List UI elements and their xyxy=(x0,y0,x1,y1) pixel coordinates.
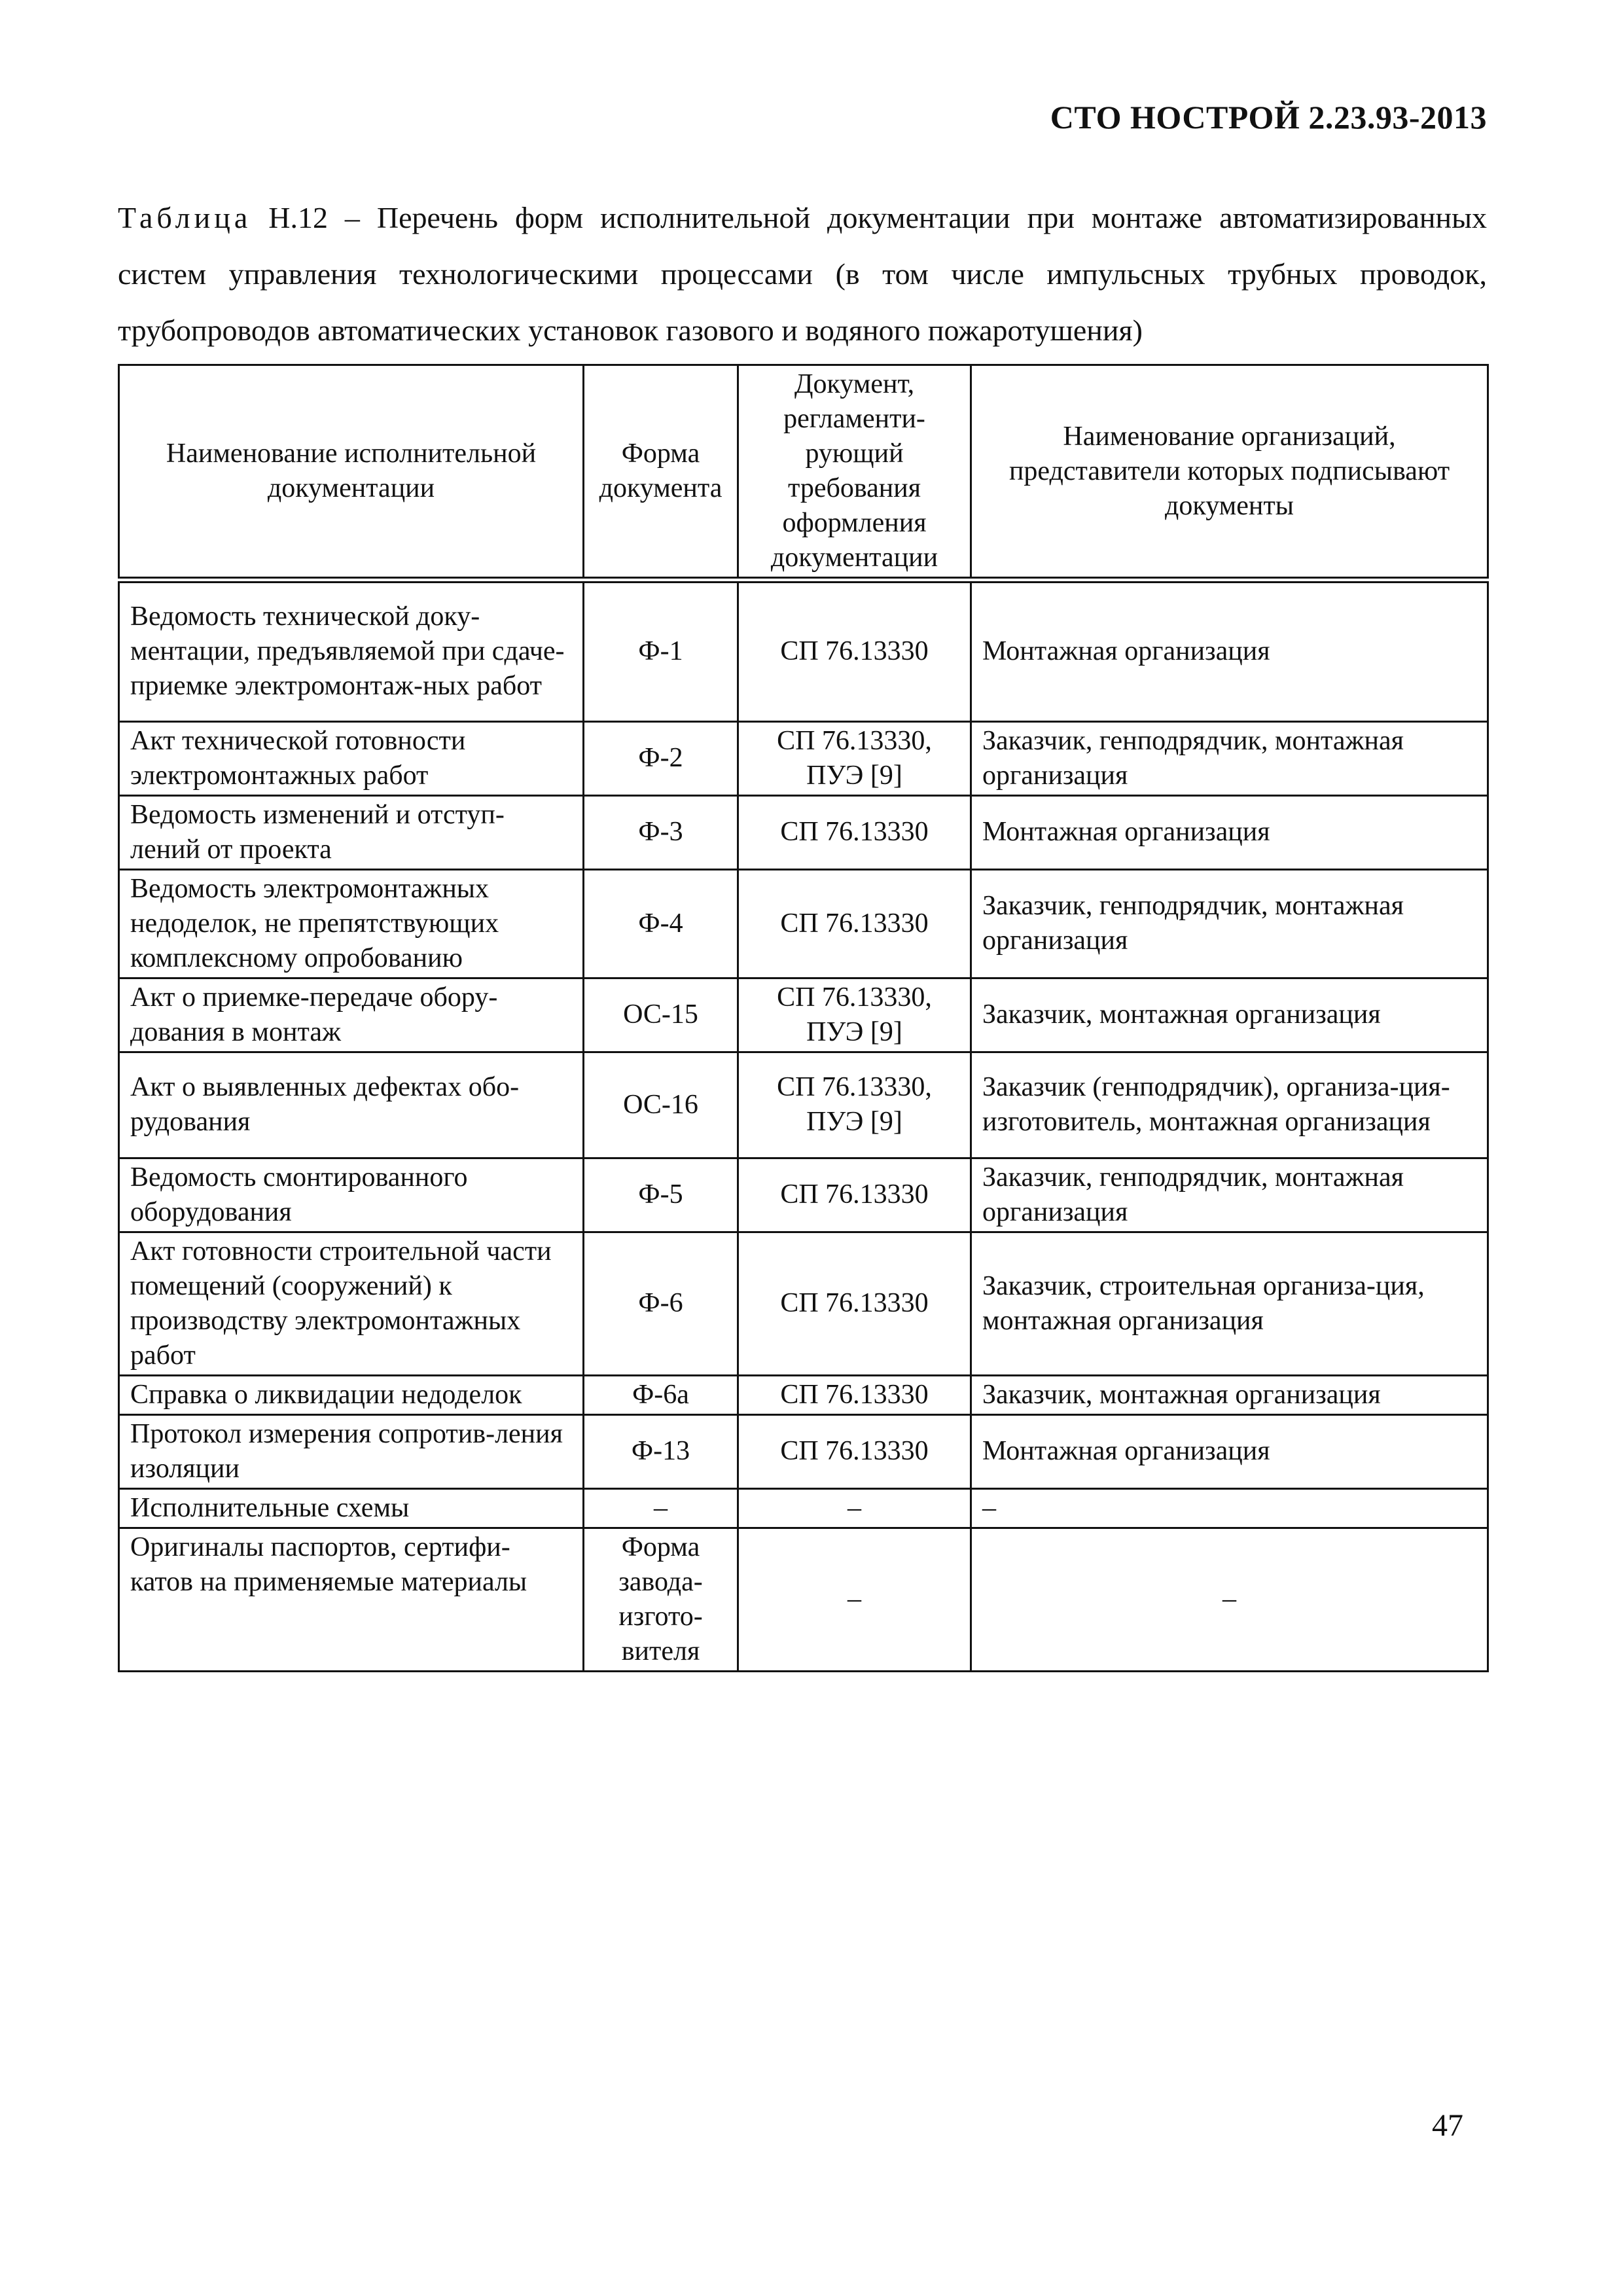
page-number: 47 xyxy=(1432,2108,1463,2143)
cell-name: Ведомость электромонтажных недоделок, не препятствующих комплексному опробованию xyxy=(119,869,584,978)
documentation-forms-table xyxy=(118,364,1489,1672)
cell-form: Ф-2 xyxy=(584,721,738,795)
header-form: Форма документа xyxy=(584,365,738,581)
table-row xyxy=(119,1528,1488,1671)
cell-regulation: СП 76.13330, ПУЭ [9] xyxy=(738,721,971,795)
table-row xyxy=(119,721,1488,795)
cell-organizations: – xyxy=(971,1488,1488,1528)
table-caption-text: Н.12 – Перечень форм исполнительной документации при монтаже автоматизированных систем управления технологическими процессами (в том числе импульсных трубных проводок, трубопроводов автоматических установок газового и водяного пожаротушения) xyxy=(118,201,1487,347)
cell-organizations: Заказчик, строительная организа-ция, монтажная организация xyxy=(971,1232,1488,1375)
cell-name: Акт готовности строительной части помещений (сооружений) к производству электромонтажных работ xyxy=(119,1232,584,1375)
table-row xyxy=(119,1414,1488,1488)
cell-name: Протокол измерения сопротив-ления изоляции xyxy=(119,1414,584,1488)
cell-name: Акт о приемке-передаче обору-дования в монтаж xyxy=(119,978,584,1052)
cell-name: Акт о выявленных дефектах обо-рудования xyxy=(119,1052,584,1158)
header-organizations: Наименование организаций, представители которых подписывают документы xyxy=(971,365,1488,581)
cell-organizations: Монтажная организация xyxy=(971,580,1488,721)
cell-form: Ф-6 xyxy=(584,1232,738,1375)
cell-name: Оригиналы паспортов, сертифи-катов на применяемые материалы xyxy=(119,1528,584,1671)
table-row xyxy=(119,978,1488,1052)
cell-organizations: Заказчик, монтажная организация xyxy=(971,978,1488,1052)
table-label: Таблица xyxy=(118,201,252,234)
cell-form: ОС-15 xyxy=(584,978,738,1052)
cell-organizations: Заказчик, генподрядчик, монтажная организация xyxy=(971,721,1488,795)
cell-organizations: Монтажная организация xyxy=(971,795,1488,869)
cell-organizations: Заказчик (генподрядчик), организа-ция-изготовитель, монтажная организация xyxy=(971,1052,1488,1158)
cell-form: – xyxy=(584,1488,738,1528)
cell-organizations: Заказчик, монтажная организация xyxy=(971,1375,1488,1414)
cell-form: Ф-1 xyxy=(584,580,738,721)
cell-regulation: СП 76.13330 xyxy=(738,1414,971,1488)
cell-organizations: Заказчик, генподрядчик, монтажная организация xyxy=(971,869,1488,978)
table-row xyxy=(119,1232,1488,1375)
table-caption xyxy=(118,190,1487,359)
table-row xyxy=(119,1488,1488,1528)
table-header-row xyxy=(119,365,1488,581)
table-row xyxy=(119,1375,1488,1414)
cell-form: Ф-13 xyxy=(584,1414,738,1488)
cell-regulation: СП 76.13330 xyxy=(738,795,971,869)
cell-organizations: Заказчик, генподрядчик, монтажная организация xyxy=(971,1158,1488,1232)
table-row xyxy=(119,1052,1488,1158)
table-row xyxy=(119,795,1488,869)
cell-organizations: – xyxy=(971,1528,1488,1671)
cell-regulation: – xyxy=(738,1488,971,1528)
cell-name: Акт технической готовности электромонтажных работ xyxy=(119,721,584,795)
cell-form: ОС-16 xyxy=(584,1052,738,1158)
cell-form: Ф-6а xyxy=(584,1375,738,1414)
cell-name: Справка о ликвидации недоделок xyxy=(119,1375,584,1414)
cell-name: Исполнительные схемы xyxy=(119,1488,584,1528)
header-name: Наименование исполнительной документации xyxy=(119,365,584,581)
cell-form: Ф-3 xyxy=(584,795,738,869)
cell-form: Ф-5 xyxy=(584,1158,738,1232)
cell-name: Ведомость изменений и отступ-лений от проекта xyxy=(119,795,584,869)
header-regulation: Документ, регламенти-рующий требования оформления документации xyxy=(738,365,971,581)
cell-regulation: СП 76.13330, ПУЭ [9] xyxy=(738,1052,971,1158)
document-code: СТО НОСТРОЙ 2.23.93-2013 xyxy=(1050,99,1487,135)
cell-regulation: – xyxy=(738,1528,971,1671)
cell-name: Ведомость смонтированного оборудования xyxy=(119,1158,584,1232)
table-row xyxy=(119,580,1488,721)
cell-regulation: СП 76.13330 xyxy=(738,1232,971,1375)
cell-name: Ведомость технической доку-ментации, предъявляемой при сдаче-приемке электромонтаж-ных работ xyxy=(119,580,584,721)
table-row xyxy=(119,1158,1488,1232)
cell-regulation: СП 76.13330 xyxy=(738,1158,971,1232)
cell-form: Ф-4 xyxy=(584,869,738,978)
cell-regulation: СП 76.13330 xyxy=(738,869,971,978)
cell-regulation: СП 76.13330 xyxy=(738,580,971,721)
cell-regulation: СП 76.13330, ПУЭ [9] xyxy=(738,978,971,1052)
cell-organizations: Монтажная организация xyxy=(971,1414,1488,1488)
cell-regulation: СП 76.13330 xyxy=(738,1375,971,1414)
table-row xyxy=(119,869,1488,978)
cell-form: Форма завода-изгото-вителя xyxy=(584,1528,738,1671)
